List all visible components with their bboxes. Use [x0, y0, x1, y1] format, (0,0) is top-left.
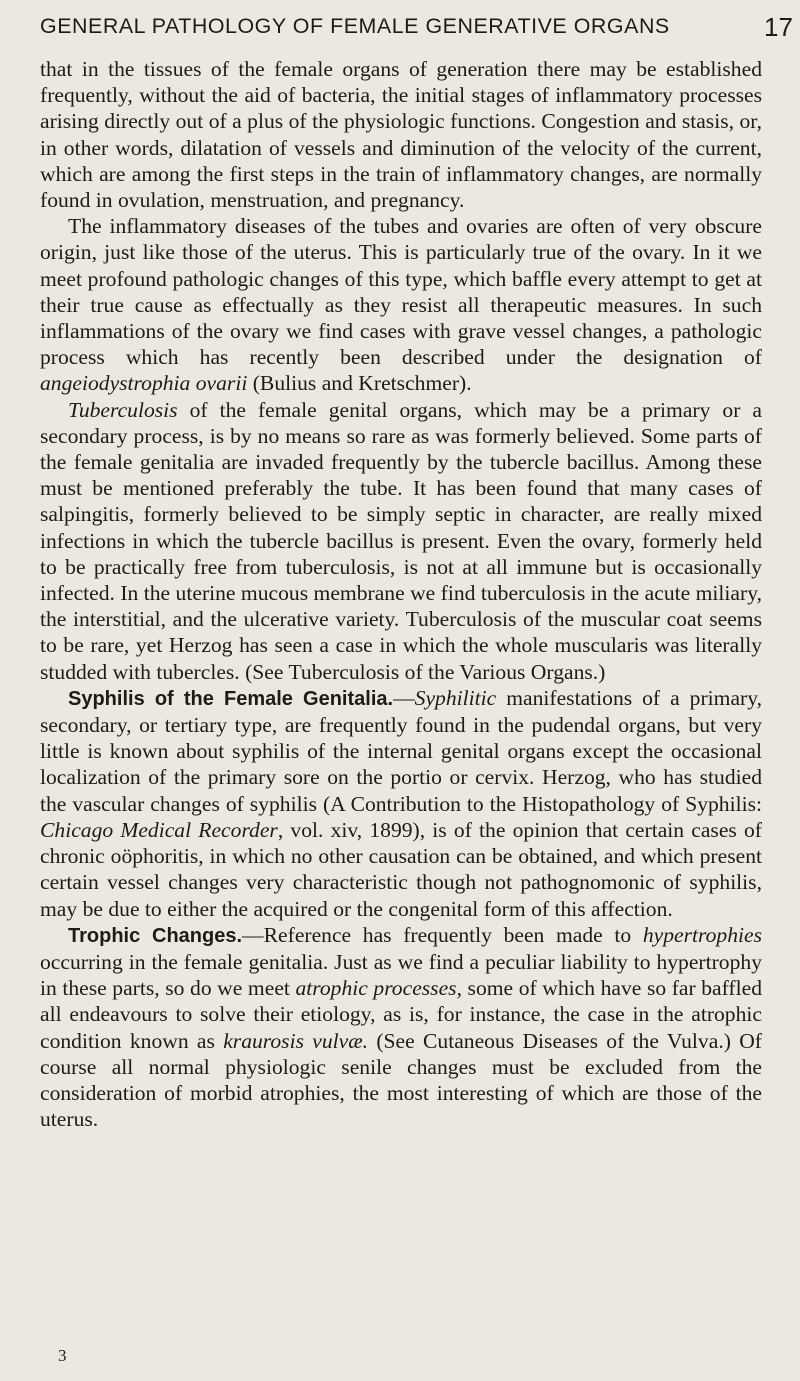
- signature-mark: 3: [58, 1346, 67, 1365]
- paragraph-2-text-b: (Bulius and Kretschmer).: [247, 371, 472, 396]
- paragraph-2: [40, 213, 762, 396]
- running-title: GENERAL PATHOLOGY OF FEMALE GENERATIVE ORGANS: [40, 14, 670, 38]
- journal-title: Chicago Medical Recorder: [40, 817, 278, 842]
- paragraph-5-text-a: —Reference has frequently been made to: [242, 922, 643, 947]
- paragraph-1-text: that in the tissues of the female organs of generation there may be established frequently, without the aid of bacteria, the initial stages of inflammatory processes arising directly out of a plus of the physiologic functions. Congestion and stasis, or, in other words, dilatation of vessels and diminution of the velocity of the current, which are among the first steps in the train of inflammatory changes, are normally found in ovulation, menstruation, and pregnancy.: [40, 57, 762, 213]
- paragraph-5-text-c: some of which have so far baffled all endeavours to solve their etiology, as is, for instance, the case in the atrophic condition known as: [40, 976, 762, 1053]
- paragraph-3-text: of the female genital organs, which may be a primary or a secondary process, is by no means so rare as was formerly believed. Some parts of the female genitalia are invaded frequently by the tubercle bacillus. Among these must be mentioned preferably the tube. It has been found that many cases of salpingitis, formerly believed to be simply septic in character, are really mixed infections in which the tubercle bacillus is present. Even the ovary, formerly held to be practically free from tuberculosis, is not at all immune but is occasionally infected. In the uterine mucous membrane we find tuberculosis in the acute miliary, the interstitial, and the ulcerative variety. Tuberculosis of the muscular coat seems to be rare, yet Herzog has seen a case in which the whole muscularis was literally studded with tubercles. (See Tuberculosis of the Various Organs.): [40, 397, 762, 684]
- paragraph-1: [40, 56, 762, 213]
- term-kraurosis-vulvae: kraurosis vulvæ.: [223, 1028, 369, 1053]
- section-head-trophic: Trophic Changes.: [68, 924, 243, 947]
- paragraph-4: [40, 685, 762, 922]
- term-atrophic-processes: atrophic processes,: [295, 976, 462, 1001]
- em-dash: —: [393, 685, 415, 710]
- paragraph-5-text-d: (See Cutaneous Diseases of the Vulva.) Of course all normal physiologic senile changes must be excluded from the consideration of morbid atrophies, the most interesting of which are those of the uterus.: [40, 1028, 762, 1132]
- paragraph-5: [40, 922, 762, 1133]
- paragraph-3: [40, 397, 762, 685]
- paragraph-5-text-b: occurring in the female genitalia. Just as we find a peculiar liability to hypertrophy in these parts, so do we meet: [40, 949, 762, 1001]
- paragraph-4-text-b: , vol. xiv, 1899), is of the opinion that certain cases of chronic oöphoritis, in which no other causation can be obtained, and which present certain vessel changes very characteristic though not pathognomonic of syphilis, may be due to either the acquired or the congenital form of this affection.: [40, 817, 762, 921]
- term-hypertrophies: hypertrophies: [642, 922, 762, 947]
- paragraph-2-text-a: The inflammatory diseases of the tubes and ovaries are often of very obscure origin, just like those of the uterus. This is particularly true of the ovary. In it we meet profound pathologic changes of this type, which baffle every attempt to get at their true cause as effectually as they resist all therapeutic measures. In such inflammations of the ovary we find cases with grave vessel changes, a pathologic process which has recently been described under the designation of: [40, 214, 762, 370]
- term-angeiodystrophia: angeiodystrophia ovarii: [40, 371, 248, 396]
- section-head-syphilis: Syphilis of the Female Genitalia.: [68, 687, 394, 710]
- paragraph-4-text-a: manifestations of a primary, secondary, or tertiary type, are frequently found in the pudendal organs, but very little is known about syphilis of the internal genital organs except the occasional localization of the primary sore on the portio or cervix. Herzog, who has studied the vascular changes of syphilis (A Contribution to the Histopathology of Syphilis:: [40, 685, 763, 816]
- page-number: 17: [764, 12, 793, 42]
- term-tuberculosis: Tuberculosis: [68, 397, 178, 422]
- term-syphilitic: Syphilitic: [414, 685, 497, 710]
- body-text: [40, 56, 762, 1132]
